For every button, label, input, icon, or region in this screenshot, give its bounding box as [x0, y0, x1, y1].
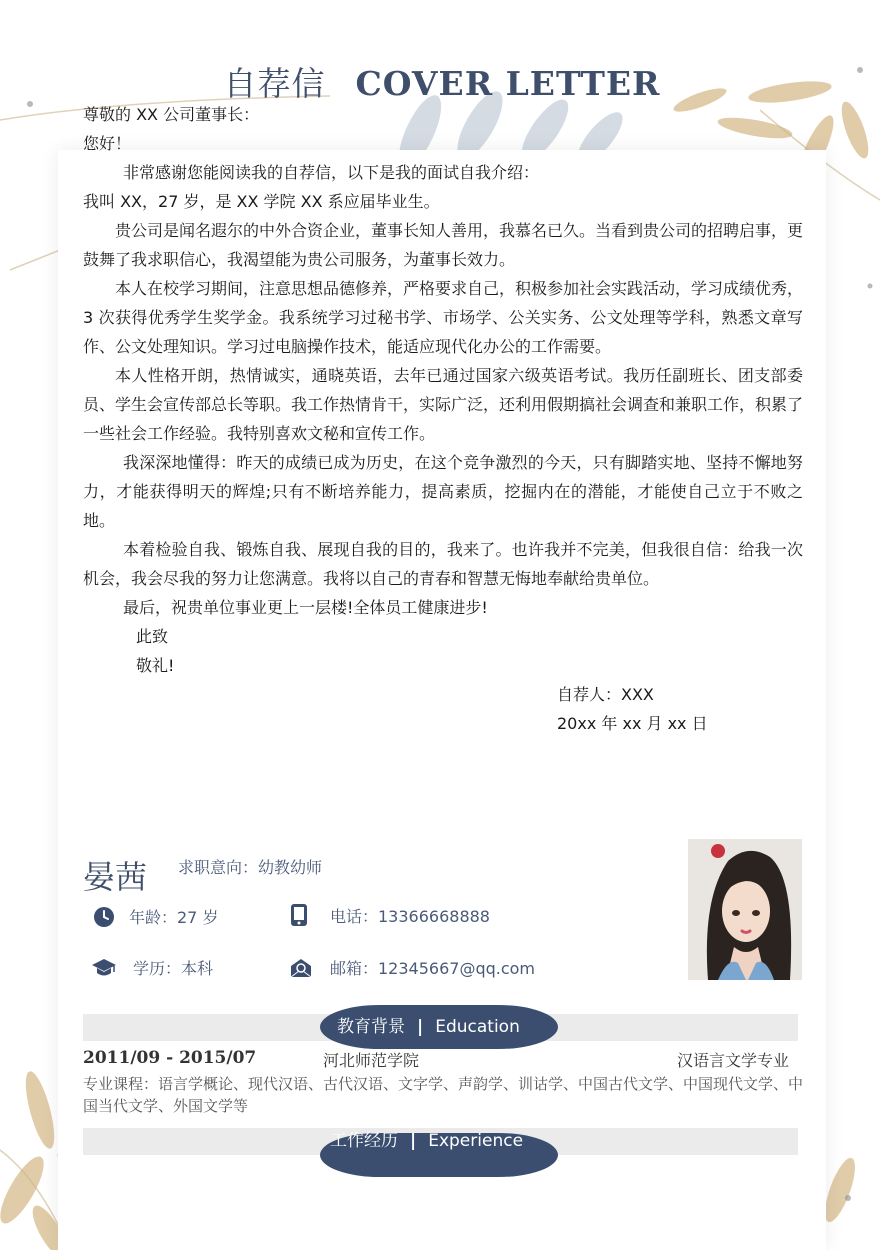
education-courses: 专业课程：语言学概论、现代汉语、古代汉语、文字学、声韵学、训诂学、中国古代文学、中国现代文学、中国当代文学、外国文学等 [83, 1075, 804, 1115]
education-major: 汉语言文学专业 [677, 1051, 790, 1070]
age-item [93, 905, 218, 928]
experience-heading-en: Experience [428, 1131, 524, 1151]
phone-item [290, 903, 490, 927]
cover-letter-body [83, 100, 803, 738]
education-section-heading [337, 1012, 549, 1037]
letter-paragraph: 我深深地懂得：昨天的成绩已成为历史，在这个竞争激烈的今天，只有脚踏实地、坚持不懈地努力，才能获得明天的辉煌;只有不断培养能力，提高素质，挖掘内在的潜能，才能使自己立于不败之地。 [83, 453, 803, 530]
age-text: 年龄：27 岁 [129, 908, 219, 927]
letter-paragraph: 最后，祝贵单位事业更上一层楼!全体员工健康进步! [123, 598, 488, 617]
clock-icon [93, 906, 115, 928]
mail-icon [289, 957, 313, 979]
letter-paragraph: 本人在校学习期间，注意思想品德修养，严格要求自己，积极参加社会实践活动，学习成绩优秀，3 次获得优秀学生奖学金。我系统学习过秘书学、市场学、公关实务、公文处理等学科，熟悉文章写作、公文处理知识。学习过电脑操作技术，能适应现代化办公的工作需要。 [83, 279, 804, 356]
heading-separator: | [410, 1131, 417, 1151]
title-chinese: 自荐信 [223, 64, 326, 103]
letter-signer: 自荐人：XXX [557, 685, 654, 704]
job-intent: 求职意向：幼教幼师 [178, 858, 323, 877]
email-item [289, 956, 535, 979]
letter-salutation: 尊敬的 XX 公司董事长： [83, 105, 260, 124]
page-title [0, 58, 884, 105]
letter-paragraph: 我叫 XX，27 岁，是 XX 学院 XX 系应届毕业生。 [83, 192, 440, 211]
heading-separator: | [417, 1017, 424, 1037]
email-text: 邮箱：12345667@qq.com [330, 959, 536, 978]
title-english: COVER LETTER [355, 64, 661, 103]
avatar [688, 839, 802, 980]
letter-paragraph: 本着检验自我、锻炼自我、展现自我的目的，我来了。也许我并不完美，但我很自信：给我一次机会，我会尽我的努力让您满意。我将以自己的青春和智慧无悔地奉献给贵单位。 [83, 540, 803, 588]
profile-photo [688, 839, 802, 980]
education-school: 河北师范学院 [323, 1051, 420, 1070]
letter-closing-2: 敬礼! [136, 656, 175, 675]
letter-paragraph: 贵公司是闻名遐尔的中外合资企业，董事长知人善用，我慕名已久。当看到贵公司的招聘启事，更鼓舞了我求职信心，我渴望能为贵公司服务，为董事长效力。 [83, 221, 804, 269]
letter-paragraph: 本人性格开朗，热情诚实，通晓英语，去年已通过国家六级英语考试。我历任副班长、团支部委员、学生会宣传部总长等职。我工作热情肯干，实际广泛，还利用假期搞社会调查和兼职工作，积累了一些社会工作经验。我特别喜欢文秘和宣传工作。 [83, 366, 804, 443]
graduation-cap-icon [91, 957, 117, 979]
candidate-name: 晏茜 [83, 858, 148, 896]
letter-paragraph: 非常感谢您能阅读我的自荐信，以下是我的面试自我介绍： [123, 163, 540, 182]
education-text: 学历：本科 [133, 959, 214, 978]
letter-closing-1: 此致 [136, 627, 169, 646]
phone-icon [290, 903, 308, 927]
letter-greeting: 您好！ [83, 134, 132, 153]
education-item [91, 956, 213, 979]
education-heading-cn: 教育背景 [337, 1017, 405, 1037]
phone-text: 电话：13366668888 [330, 906, 490, 926]
education-period: 2011/09 - 2015/07 [83, 1048, 257, 1068]
experience-section-heading [330, 1126, 552, 1151]
education-heading-en: Education [435, 1017, 520, 1037]
letter-date: 20xx 年 xx 月 xx 日 [557, 714, 708, 733]
experience-heading-cn: 工作经历 [330, 1131, 398, 1151]
